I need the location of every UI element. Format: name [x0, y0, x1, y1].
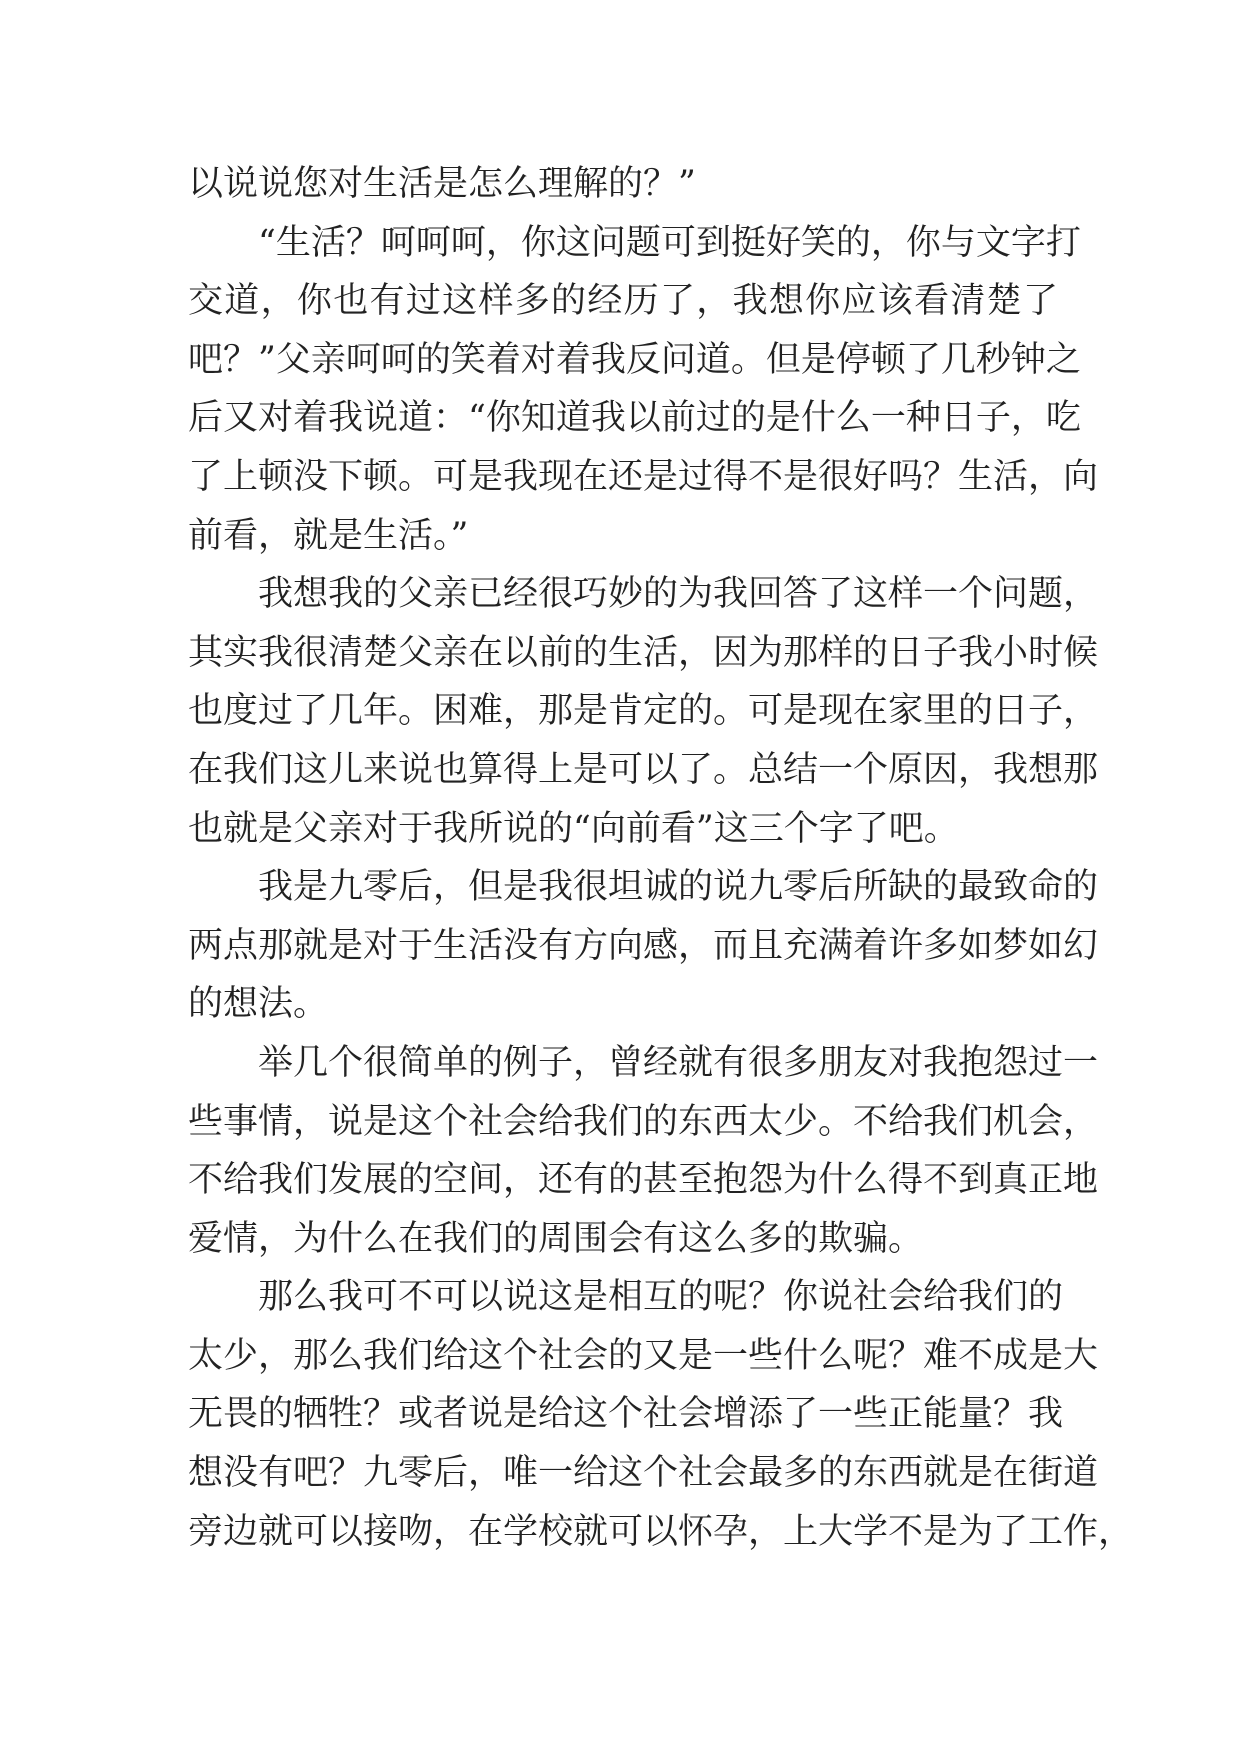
- text-line: 后又对着我说道：“你知道我以前过的是什么一种日子，吃: [188, 398, 1081, 439]
- text-line: 旁边就可以接吻，在学校就可以怀孕，上大学不是为了工作，: [188, 1511, 1134, 1552]
- text-line: 太少，那么我们给这个社会的又是一些什么呢？难不成是大: [188, 1335, 1099, 1376]
- text-line: 些事情，说是这个社会给我们的东西太少。不给我们机会，: [188, 1101, 1099, 1142]
- text-line: 我是九零后，但是我很坦诚的说九零后所缺的最致命的: [258, 867, 1099, 908]
- document-body: [188, 155, 1134, 1561]
- text-line: 了上顿没下顿。可是我现在还是过得不是很好吗？生活，向: [188, 456, 1099, 497]
- text-line: 的想法。: [188, 984, 329, 1025]
- text-line: 吧？”父亲呵呵的笑着对着我反问道。但是停顿了几秒钟之: [188, 339, 1081, 380]
- text-line: 爱情，为什么在我们的周围会有这么多的欺骗。: [188, 1218, 924, 1259]
- text-line: 那么我可不可以说这是相互的呢？你说社会给我们的: [258, 1277, 1064, 1318]
- text-line: 交道，你也有过这样多的经历了，我想你应该看清楚了: [188, 281, 1058, 322]
- text-line: 以说说您对生活是怎么理解的？”: [188, 164, 696, 204]
- text-line: 也度过了几年。困难，那是肯定的。可是现在家里的日子，: [188, 691, 1099, 732]
- text-line: 也就是父亲对于我所说的“向前看”这三个字了吧。: [188, 808, 959, 849]
- text-line: 举几个很简单的例子，曾经就有很多朋友对我抱怨过一: [258, 1042, 1099, 1083]
- text-line: 不给我们发展的空间，还有的甚至抱怨为什么得不到真正地: [188, 1160, 1099, 1201]
- text-line: 无畏的牺牲？或者说是给这个社会增添了一些正能量？我: [188, 1394, 1064, 1435]
- text-line: 两点那就是对于生活没有方向感，而且充满着许多如梦如幻: [188, 925, 1099, 966]
- text-line: 想没有吧？九零后，唯一给这个社会最多的东西就是在街道: [188, 1453, 1099, 1494]
- text-line: 其实我很清楚父亲在以前的生活，因为那样的日子我小时候: [188, 632, 1099, 673]
- text-line: 在我们这儿来说也算得上是可以了。总结一个原因，我想那: [188, 749, 1099, 790]
- text-line: 我想我的父亲已经很巧妙的为我回答了这样一个问题，: [258, 574, 1099, 615]
- text-line: “生活？呵呵呵，你这问题可到挺好笑的，你与文字打: [258, 222, 1081, 263]
- text-line: 前看，就是生活。”: [188, 515, 469, 556]
